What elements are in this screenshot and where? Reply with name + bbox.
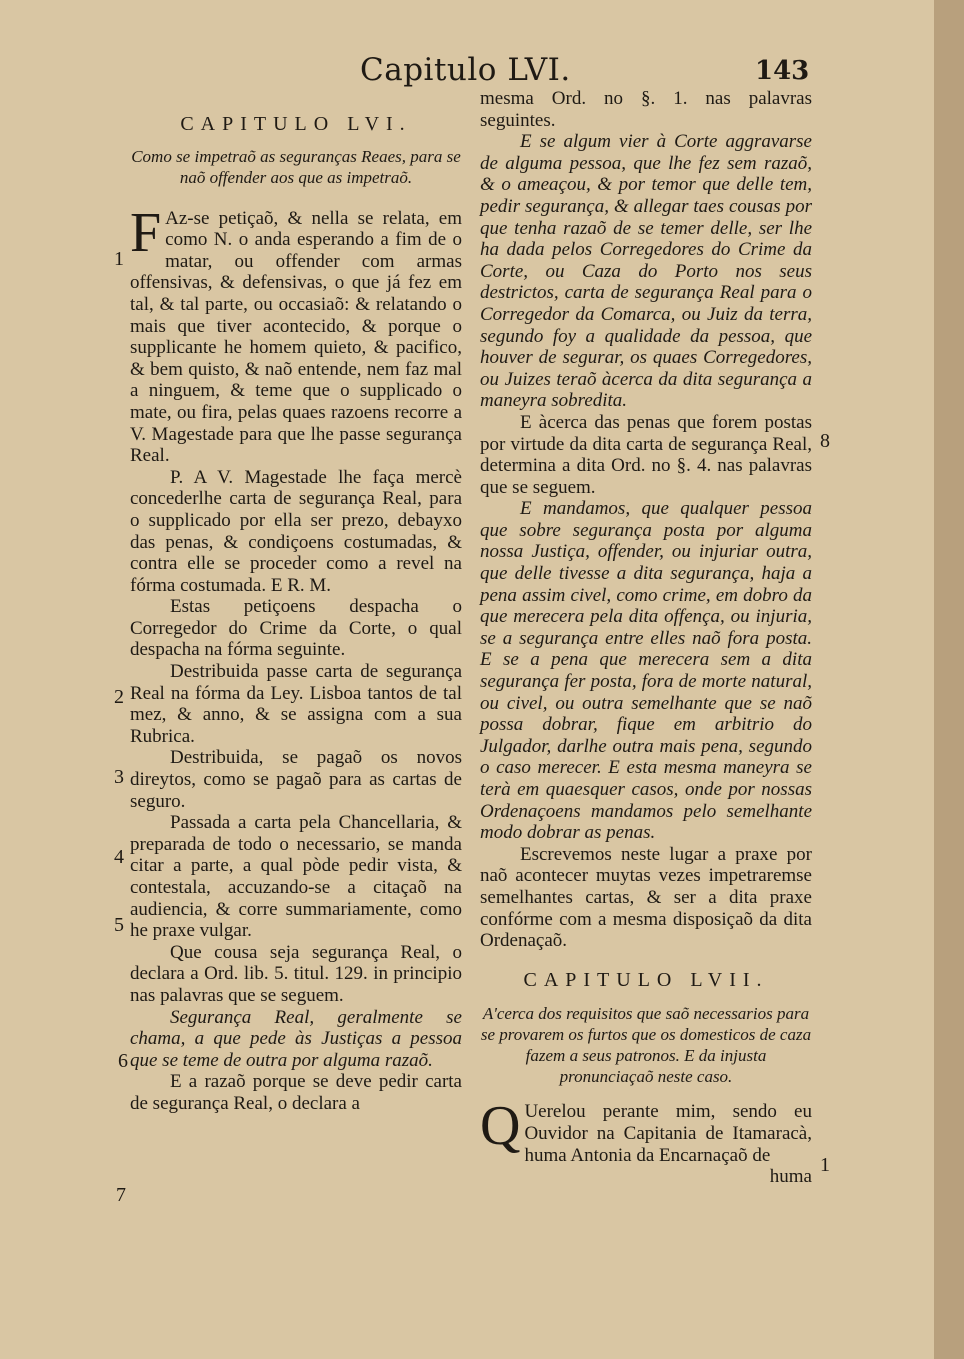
- paragraph-r6: [480, 1095, 812, 1166]
- margin-number-6: 6: [118, 1050, 128, 1072]
- chapter-subtitle-2: A'cerca dos requisitos que saõ necessarios para se provarem os furtos que os domesticos de caza fazem a seus patronos. E da injusta pronunciaçaõ neste caso.: [480, 1004, 812, 1087]
- paragraph-r3: E àcerca das penas que forem postas por virtude da dita carta de segurança Real, determina a dita Ord. no §. 4. nas palavras que se seguem.: [480, 411, 812, 498]
- quotation-2: E se algum vier à Corte aggravarse de alguma pessoa, que lhe fez sem razaõ, & o ameaçou, & por temor que delle tem, pedir segurança, & allegar taes cousas por que tenha razaõ de se temer delle, ser lhe ha dada pelos Corregedores do Crime da Corte, ou Caza do Porto nos seus destrictos, carta de segurança Real para o Corregedor da Comarca, ou Juiz da terra, segundo foy a qualidade da pessoa, que houver de segurar, os quaes Corregedores, ou Juizes teraõ àcerca da dita segurança a maneyra sobredita.: [480, 131, 812, 412]
- paragraph-1: [130, 201, 462, 467]
- paragraph-4: Destribuida passe carta de segurança Real na fórma da Ley. Lisboa tantos de tal mez, & anno, & se assigna com a sua Rubrica.: [130, 661, 462, 747]
- margin-number-2: 2: [114, 686, 124, 708]
- paragraph-1-text: Az-se petiçaõ, & nella se relata, em como N. o anda esperando a fim de o matar, ou offender com armas offensivas, & defensivas, o que já fez em tal, & tal parte, ou occasiaõ: & relatando o mais que tiver acontecido, & porque o supplicante he homem quieto, & pacifico, & bem quisto, & naõ entende, nem faz mal a ninguem, & teme que o supplicado o mate, ou fira, pelas quaes razoens recorre a V. Magestade para que lhe passe segurança Real.: [130, 207, 462, 467]
- paragraph-2: P. A V. Magestade lhe faça mercè concederlhe carta de segurança Real, para o supplicado por ella ser prezo, debayxo das penas, & condiçoens costumadas, & contra elle se proceder como a revel na fórma costumada. E R. M.: [130, 466, 462, 596]
- paragraph-r5: Escrevemos neste lugar a praxe por naõ acontecer muytas vezes impetraremse semelhantes cartas, & ser a dita praxe confórme com a mesma disposiçaõ da dita Ordenaçaõ.: [480, 843, 812, 952]
- drop-cap-2: Q: [480, 1095, 521, 1158]
- paragraph-9: E a razaõ porque se deve pedir carta de segurança Real, o declara a: [130, 1071, 462, 1114]
- paragraph-5: Destribuida, se pagaõ os novos direytos, como se pagaõ para as cartas de seguro.: [130, 747, 462, 812]
- margin-number-7: 7: [116, 1184, 126, 1206]
- paragraph-7: Que cousa seja segurança Real, o declara a Ord. lib. 5. titul. 129. in principio nas palavras que se seguem.: [130, 941, 462, 1006]
- catchword: huma: [769, 1166, 812, 1188]
- quotation-1: Segurança Real, geralmente se chama, a que pede às Justiças a pessoa que se teme de outra por alguma razaõ.: [130, 1006, 462, 1071]
- margin-number-4: 4: [114, 846, 124, 868]
- quotation-3: E mandamos, que qualquer pessoa que sobre segurança posta por alguma nossa Justiça, offender, ou injuriar outra, que delle tivesse a dita segurança, haja a pena assim civel, como crime, em dobro da que merecera pela dita offença, ou injuria, se a segurança entre elles naõ fora posta. E se a pena que merecera sem a dita segurança fer posta, fora de morte natural, ou civel, ou outra semelhante que se naõ possa dobrar, fique em arbitrio do Julgador, darlhe outra mais pena, segundo o caso merecer. E esta mesma maneyra se terà em quaesquer casos, onde por nossas Ordenaçoens mandamos pelo semelhante modo dobrar as penas.: [480, 498, 812, 844]
- margin-number-5: 5: [114, 914, 124, 936]
- paragraph-r6-text: Uerelou perante mim, sendo eu Ouvidor na Capitania de Itamaracà, huma Antonia da Encarnaçaõ de: [524, 1101, 812, 1166]
- paragraph-3: Estas petiçoens despacha o Corregedor do Crime da Corte, o qual despacha na fórma seguinte.: [130, 596, 462, 661]
- right-column: [480, 88, 812, 1188]
- margin-number-3: 3: [114, 766, 124, 788]
- margin-number-1: 1: [114, 248, 124, 270]
- chapter-subtitle: Como se impetraõ as seguranças Reaes, para se naõ offender aos que as impetraõ.: [131, 146, 461, 187]
- chapter-heading-2: CAPITULO LVII.: [523, 968, 769, 991]
- chapter-heading: CAPITULO LVI.: [180, 113, 412, 135]
- margin-number-r1: 1: [820, 1154, 830, 1176]
- left-column: [130, 114, 462, 1115]
- paragraph-6: Passada a carta pela Chancellaria, & preparada de todo o necessario, se manda citar a parte, a qual pòde pedir vista, & contestala, accuzando-se a citaçaõ na audiencia, & corre summariamente, como he praxe vulgar.: [130, 812, 462, 942]
- margin-number-r8: 8: [820, 430, 830, 452]
- drop-cap: F: [130, 201, 162, 264]
- paragraph-r1: mesma Ord. no §. 1. nas palavras seguintes.: [480, 88, 812, 131]
- folio-number: 143: [755, 56, 810, 86]
- running-header: Capitulo LVI.: [360, 52, 571, 88]
- page-edge: [934, 0, 964, 1359]
